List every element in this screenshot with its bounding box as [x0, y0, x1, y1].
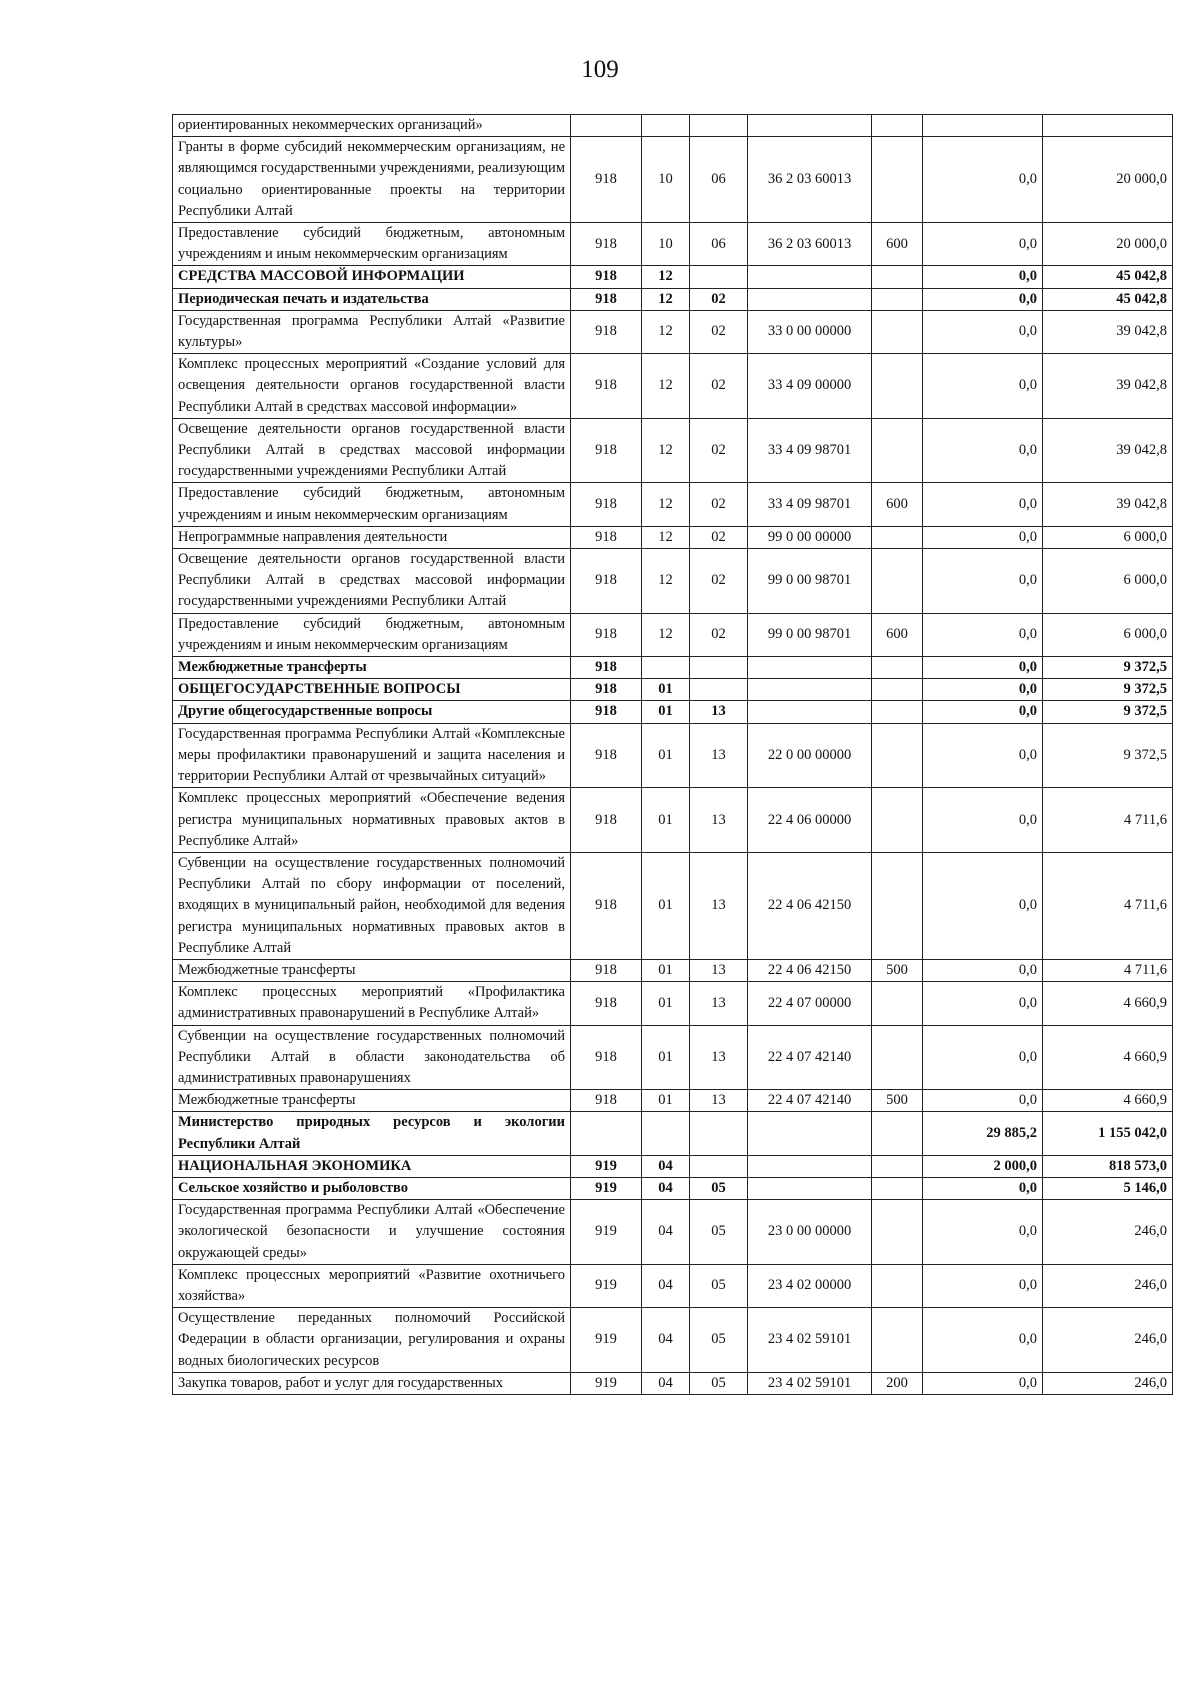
- row-section-cell: 12: [642, 266, 690, 288]
- table-row: [173, 526, 1173, 548]
- row-target-article-cell: 22 4 06 42150: [748, 959, 872, 981]
- table-row: [173, 1112, 1173, 1155]
- row-section-cell: 12: [642, 354, 690, 419]
- row-ved-cell: [571, 115, 642, 137]
- row-expense-type-cell: [872, 657, 923, 679]
- table-row: [173, 852, 1173, 959]
- row-target-article-cell: 22 4 06 00000: [748, 788, 872, 853]
- row-subsection-cell: [690, 266, 748, 288]
- row-amount-2-cell: 5 146,0: [1043, 1177, 1173, 1199]
- row-name-cell: Сельское хозяйство и рыболовство: [173, 1177, 571, 1199]
- row-ved-cell: 918: [571, 613, 642, 656]
- row-expense-type-cell: [872, 288, 923, 310]
- row-section-cell: 01: [642, 723, 690, 788]
- row-amount-1-cell: 0,0: [923, 1177, 1043, 1199]
- budget-table: [172, 114, 1173, 1395]
- row-name-cell: Межбюджетные трансферты: [173, 1090, 571, 1112]
- row-expense-type-cell: [872, 1155, 923, 1177]
- row-ved-cell: 918: [571, 483, 642, 526]
- row-subsection-cell: 06: [690, 223, 748, 266]
- row-amount-1-cell: 0,0: [923, 483, 1043, 526]
- row-target-article-cell: 33 0 00 00000: [748, 310, 872, 353]
- row-amount-1-cell: 0,0: [923, 137, 1043, 223]
- row-target-article-cell: 22 4 07 42140: [748, 1090, 872, 1112]
- row-amount-1-cell: 0,0: [923, 959, 1043, 981]
- row-subsection-cell: 02: [690, 483, 748, 526]
- row-section-cell: 01: [642, 959, 690, 981]
- row-section-cell: [642, 1112, 690, 1155]
- row-target-article-cell: [748, 657, 872, 679]
- row-section-cell: 10: [642, 137, 690, 223]
- table-row: [173, 310, 1173, 353]
- row-target-article-cell: 36 2 03 60013: [748, 137, 872, 223]
- row-ved-cell: 918: [571, 679, 642, 701]
- row-target-article-cell: 23 4 02 59101: [748, 1308, 872, 1373]
- row-ved-cell: 919: [571, 1308, 642, 1373]
- row-subsection-cell: 02: [690, 549, 748, 614]
- row-name-cell: Осуществление переданных полномочий Российской Федерации в области организации, регулирования и охраны водных биологических ресурсов: [173, 1308, 571, 1373]
- row-ved-cell: 918: [571, 137, 642, 223]
- row-amount-2-cell: 6 000,0: [1043, 613, 1173, 656]
- row-section-cell: 12: [642, 613, 690, 656]
- row-target-article-cell: [748, 1112, 872, 1155]
- row-subsection-cell: 02: [690, 418, 748, 483]
- table-row: [173, 1090, 1173, 1112]
- row-name-cell: Закупка товаров, работ и услуг для государственных: [173, 1372, 571, 1394]
- row-ved-cell: 918: [571, 852, 642, 959]
- row-ved-cell: 918: [571, 288, 642, 310]
- row-ved-cell: 918: [571, 549, 642, 614]
- row-ved-cell: 918: [571, 723, 642, 788]
- row-expense-type-cell: [872, 723, 923, 788]
- row-amount-1-cell: 29 885,2: [923, 1112, 1043, 1155]
- row-subsection-cell: 02: [690, 613, 748, 656]
- row-subsection-cell: 13: [690, 852, 748, 959]
- table-row: [173, 1264, 1173, 1307]
- row-section-cell: 01: [642, 701, 690, 723]
- table-row: [173, 483, 1173, 526]
- row-target-article-cell: 23 4 02 00000: [748, 1264, 872, 1307]
- table-row: [173, 959, 1173, 981]
- row-target-article-cell: 36 2 03 60013: [748, 223, 872, 266]
- row-amount-2-cell: 6 000,0: [1043, 526, 1173, 548]
- row-ved-cell: 919: [571, 1155, 642, 1177]
- row-section-cell: 12: [642, 549, 690, 614]
- row-ved-cell: 918: [571, 788, 642, 853]
- row-expense-type-cell: [872, 310, 923, 353]
- row-amount-2-cell: 246,0: [1043, 1308, 1173, 1373]
- table-row: [173, 613, 1173, 656]
- row-name-cell: Предоставление субсидий бюджетным, автономным учреждениям и иным некоммерческим организациям: [173, 223, 571, 266]
- row-expense-type-cell: [872, 1308, 923, 1373]
- row-subsection-cell: [690, 1112, 748, 1155]
- row-amount-1-cell: 0,0: [923, 288, 1043, 310]
- row-amount-1-cell: 0,0: [923, 223, 1043, 266]
- row-amount-1-cell: 0,0: [923, 788, 1043, 853]
- row-expense-type-cell: [872, 1200, 923, 1265]
- row-ved-cell: 918: [571, 959, 642, 981]
- row-expense-type-cell: 500: [872, 959, 923, 981]
- row-amount-2-cell: 9 372,5: [1043, 701, 1173, 723]
- row-name-cell: Субвенции на осуществление государственных полномочий Республики Алтай в области законодательства об административных правонарушениях: [173, 1025, 571, 1090]
- row-ved-cell: 919: [571, 1264, 642, 1307]
- row-amount-2-cell: 4 660,9: [1043, 1025, 1173, 1090]
- row-subsection-cell: 13: [690, 982, 748, 1025]
- row-amount-2-cell: 6 000,0: [1043, 549, 1173, 614]
- row-target-article-cell: [748, 1155, 872, 1177]
- row-amount-1-cell: 0,0: [923, 418, 1043, 483]
- row-name-cell: Государственная программа Республики Алтай «Комплексные меры профилактики правонарушений и защита населения и территории Республики Алтай от чрезвычайных ситуаций»: [173, 723, 571, 788]
- row-target-article-cell: 22 4 06 42150: [748, 852, 872, 959]
- row-expense-type-cell: [872, 1264, 923, 1307]
- table-row: [173, 1200, 1173, 1265]
- row-expense-type-cell: 200: [872, 1372, 923, 1394]
- table-row: [173, 657, 1173, 679]
- row-subsection-cell: 05: [690, 1372, 748, 1394]
- row-name-cell: Предоставление субсидий бюджетным, автономным учреждениям и иным некоммерческим организациям: [173, 483, 571, 526]
- table-row: [173, 1025, 1173, 1090]
- row-section-cell: 12: [642, 418, 690, 483]
- row-section-cell: 01: [642, 852, 690, 959]
- table-row: [173, 1372, 1173, 1394]
- row-name-cell: ОБЩЕГОСУДАРСТВЕННЫЕ ВОПРОСЫ: [173, 679, 571, 701]
- row-target-article-cell: 22 4 07 42140: [748, 1025, 872, 1090]
- row-amount-1-cell: 0,0: [923, 982, 1043, 1025]
- row-amount-1-cell: 0,0: [923, 310, 1043, 353]
- row-expense-type-cell: [872, 137, 923, 223]
- row-subsection-cell: 05: [690, 1177, 748, 1199]
- row-target-article-cell: 99 0 00 98701: [748, 613, 872, 656]
- row-amount-2-cell: 4 660,9: [1043, 1090, 1173, 1112]
- row-ved-cell: 918: [571, 982, 642, 1025]
- row-ved-cell: 919: [571, 1177, 642, 1199]
- row-amount-1-cell: 0,0: [923, 852, 1043, 959]
- budget-table-body: [173, 115, 1173, 1395]
- row-amount-1-cell: 0,0: [923, 1308, 1043, 1373]
- row-name-cell: Комплекс процессных мероприятий «Профилактика административных правонарушений в Республике Алтай»: [173, 982, 571, 1025]
- row-section-cell: 04: [642, 1308, 690, 1373]
- row-amount-2-cell: [1043, 115, 1173, 137]
- table-row: [173, 1308, 1173, 1373]
- row-name-cell: Гранты в форме субсидий некоммерческим организациям, не являющимся государственными учреждениями, реализующим социально ориентированные проекты на территории Республики Алтай: [173, 137, 571, 223]
- row-amount-1-cell: 0,0: [923, 1025, 1043, 1090]
- row-amount-1-cell: 0,0: [923, 266, 1043, 288]
- row-expense-type-cell: 600: [872, 223, 923, 266]
- row-ved-cell: 918: [571, 657, 642, 679]
- table-row: [173, 288, 1173, 310]
- row-target-article-cell: [748, 679, 872, 701]
- row-amount-2-cell: 39 042,8: [1043, 354, 1173, 419]
- row-section-cell: 01: [642, 1090, 690, 1112]
- row-amount-2-cell: 246,0: [1043, 1372, 1173, 1394]
- row-amount-2-cell: 39 042,8: [1043, 310, 1173, 353]
- row-target-article-cell: [748, 1177, 872, 1199]
- row-expense-type-cell: [872, 852, 923, 959]
- row-name-cell: НАЦИОНАЛЬНАЯ ЭКОНОМИКА: [173, 1155, 571, 1177]
- row-subsection-cell: 13: [690, 1090, 748, 1112]
- row-section-cell: 04: [642, 1155, 690, 1177]
- row-name-cell: Комплекс процессных мероприятий «Обеспечение ведения регистра муниципальных нормативных правовых актов в Республике Алтай»: [173, 788, 571, 853]
- row-name-cell: Министерство природных ресурсов и экологии Республики Алтай: [173, 1112, 571, 1155]
- table-row: [173, 549, 1173, 614]
- row-name-cell: Периодическая печать и издательства: [173, 288, 571, 310]
- row-section-cell: 04: [642, 1177, 690, 1199]
- row-expense-type-cell: [872, 526, 923, 548]
- row-amount-2-cell: 818 573,0: [1043, 1155, 1173, 1177]
- row-target-article-cell: 33 4 09 98701: [748, 483, 872, 526]
- row-expense-type-cell: 500: [872, 1090, 923, 1112]
- row-amount-1-cell: [923, 115, 1043, 137]
- row-expense-type-cell: [872, 115, 923, 137]
- row-target-article-cell: 23 0 00 00000: [748, 1200, 872, 1265]
- table-row: [173, 701, 1173, 723]
- row-section-cell: 01: [642, 982, 690, 1025]
- row-amount-1-cell: 0,0: [923, 549, 1043, 614]
- row-subsection-cell: [690, 1155, 748, 1177]
- row-ved-cell: 918: [571, 354, 642, 419]
- row-subsection-cell: 13: [690, 701, 748, 723]
- row-amount-2-cell: 39 042,8: [1043, 418, 1173, 483]
- row-subsection-cell: 02: [690, 354, 748, 419]
- table-row: [173, 266, 1173, 288]
- row-subsection-cell: 05: [690, 1264, 748, 1307]
- row-expense-type-cell: [872, 679, 923, 701]
- row-amount-1-cell: 0,0: [923, 657, 1043, 679]
- table-row: [173, 1177, 1173, 1199]
- row-target-article-cell: 33 4 09 98701: [748, 418, 872, 483]
- row-expense-type-cell: [872, 788, 923, 853]
- row-amount-1-cell: 2 000,0: [923, 1155, 1043, 1177]
- row-ved-cell: [571, 1112, 642, 1155]
- table-row: [173, 137, 1173, 223]
- table-row: [173, 1155, 1173, 1177]
- table-row: [173, 115, 1173, 137]
- row-target-article-cell: 22 4 07 00000: [748, 982, 872, 1025]
- row-amount-1-cell: 0,0: [923, 1090, 1043, 1112]
- row-section-cell: 12: [642, 483, 690, 526]
- table-row: [173, 679, 1173, 701]
- row-section-cell: [642, 115, 690, 137]
- row-amount-2-cell: 4 711,6: [1043, 852, 1173, 959]
- row-section-cell: 12: [642, 526, 690, 548]
- row-name-cell: Предоставление субсидий бюджетным, автономным учреждениям и иным некоммерческим организациям: [173, 613, 571, 656]
- row-name-cell: Комплекс процессных мероприятий «Развитие охотничьего хозяйства»: [173, 1264, 571, 1307]
- row-section-cell: 04: [642, 1372, 690, 1394]
- row-section-cell: 12: [642, 288, 690, 310]
- table-row: [173, 418, 1173, 483]
- row-amount-1-cell: 0,0: [923, 679, 1043, 701]
- row-amount-1-cell: 0,0: [923, 354, 1043, 419]
- row-name-cell: Субвенции на осуществление государственных полномочий Республики Алтай по сбору информации от поселений, входящих в муниципальный район, необходимой для ведения регистра муниципальных нормативных правовых актов в Республике Алтай: [173, 852, 571, 959]
- row-target-article-cell: 33 4 09 00000: [748, 354, 872, 419]
- row-section-cell: 04: [642, 1264, 690, 1307]
- row-amount-1-cell: 0,0: [923, 613, 1043, 656]
- row-expense-type-cell: 600: [872, 483, 923, 526]
- row-expense-type-cell: [872, 549, 923, 614]
- table-row: [173, 223, 1173, 266]
- row-section-cell: 01: [642, 788, 690, 853]
- row-ved-cell: 918: [571, 701, 642, 723]
- row-amount-1-cell: 0,0: [923, 526, 1043, 548]
- row-subsection-cell: 13: [690, 788, 748, 853]
- row-amount-1-cell: 0,0: [923, 723, 1043, 788]
- row-expense-type-cell: [872, 1025, 923, 1090]
- row-amount-2-cell: 246,0: [1043, 1200, 1173, 1265]
- row-target-article-cell: [748, 701, 872, 723]
- row-subsection-cell: [690, 679, 748, 701]
- row-amount-2-cell: 4 660,9: [1043, 982, 1173, 1025]
- row-ved-cell: 918: [571, 418, 642, 483]
- row-subsection-cell: 13: [690, 959, 748, 981]
- row-subsection-cell: 02: [690, 310, 748, 353]
- row-expense-type-cell: [872, 1112, 923, 1155]
- row-subsection-cell: [690, 657, 748, 679]
- row-section-cell: 01: [642, 679, 690, 701]
- row-expense-type-cell: 600: [872, 613, 923, 656]
- row-subsection-cell: 06: [690, 137, 748, 223]
- row-subsection-cell: 05: [690, 1200, 748, 1265]
- row-ved-cell: 918: [571, 223, 642, 266]
- row-subsection-cell: [690, 115, 748, 137]
- row-section-cell: 01: [642, 1025, 690, 1090]
- row-amount-2-cell: 20 000,0: [1043, 223, 1173, 266]
- row-name-cell: Непрограммные направления деятельности: [173, 526, 571, 548]
- row-target-article-cell: 22 0 00 00000: [748, 723, 872, 788]
- row-name-cell: СРЕДСТВА МАССОВОЙ ИНФОРМАЦИИ: [173, 266, 571, 288]
- row-section-cell: 10: [642, 223, 690, 266]
- row-name-cell: ориентированных некоммерческих организаций»: [173, 115, 571, 137]
- row-target-article-cell: [748, 266, 872, 288]
- row-amount-1-cell: 0,0: [923, 1264, 1043, 1307]
- row-amount-2-cell: 9 372,5: [1043, 657, 1173, 679]
- row-subsection-cell: 02: [690, 526, 748, 548]
- row-expense-type-cell: [872, 1177, 923, 1199]
- row-target-article-cell: 99 0 00 00000: [748, 526, 872, 548]
- row-amount-2-cell: 4 711,6: [1043, 959, 1173, 981]
- row-expense-type-cell: [872, 354, 923, 419]
- row-name-cell: Освещение деятельности органов государственной власти Республики Алтай в средствах массовой информации государственными учреждениями Республики Алтай: [173, 549, 571, 614]
- row-ved-cell: 918: [571, 310, 642, 353]
- row-section-cell: [642, 657, 690, 679]
- row-target-article-cell: [748, 115, 872, 137]
- table-row: [173, 788, 1173, 853]
- row-name-cell: Комплекс процессных мероприятий «Создание условий для освещения деятельности органов государственной власти Республики Алтай в средствах массовой информации»: [173, 354, 571, 419]
- row-ved-cell: 919: [571, 1372, 642, 1394]
- row-section-cell: 04: [642, 1200, 690, 1265]
- row-name-cell: Государственная программа Республики Алтай «Развитие культуры»: [173, 310, 571, 353]
- row-ved-cell: 918: [571, 1025, 642, 1090]
- row-amount-2-cell: 39 042,8: [1043, 483, 1173, 526]
- row-name-cell: Межбюджетные трансферты: [173, 657, 571, 679]
- row-amount-2-cell: 45 042,8: [1043, 266, 1173, 288]
- row-amount-1-cell: 0,0: [923, 1200, 1043, 1265]
- row-target-article-cell: 99 0 00 98701: [748, 549, 872, 614]
- row-expense-type-cell: [872, 266, 923, 288]
- row-target-article-cell: 23 4 02 59101: [748, 1372, 872, 1394]
- row-amount-1-cell: 0,0: [923, 1372, 1043, 1394]
- row-amount-2-cell: 9 372,5: [1043, 679, 1173, 701]
- row-expense-type-cell: [872, 418, 923, 483]
- row-amount-2-cell: 246,0: [1043, 1264, 1173, 1307]
- row-amount-2-cell: 20 000,0: [1043, 137, 1173, 223]
- row-ved-cell: 918: [571, 266, 642, 288]
- row-subsection-cell: 13: [690, 1025, 748, 1090]
- table-row: [173, 982, 1173, 1025]
- row-subsection-cell: 05: [690, 1308, 748, 1373]
- page-number: 109: [581, 56, 619, 83]
- row-subsection-cell: 02: [690, 288, 748, 310]
- row-amount-2-cell: 9 372,5: [1043, 723, 1173, 788]
- row-expense-type-cell: [872, 982, 923, 1025]
- row-target-article-cell: [748, 288, 872, 310]
- table-row: [173, 354, 1173, 419]
- row-ved-cell: 918: [571, 526, 642, 548]
- row-amount-2-cell: 45 042,8: [1043, 288, 1173, 310]
- row-ved-cell: 919: [571, 1200, 642, 1265]
- row-subsection-cell: 13: [690, 723, 748, 788]
- row-expense-type-cell: [872, 701, 923, 723]
- row-section-cell: 12: [642, 310, 690, 353]
- row-amount-1-cell: 0,0: [923, 701, 1043, 723]
- table-row: [173, 723, 1173, 788]
- row-amount-2-cell: 4 711,6: [1043, 788, 1173, 853]
- row-name-cell: Межбюджетные трансферты: [173, 959, 571, 981]
- row-name-cell: Освещение деятельности органов государственной власти Республики Алтай в средствах массовой информации государственными учреждениями Республики Алтай: [173, 418, 571, 483]
- row-amount-2-cell: 1 155 042,0: [1043, 1112, 1173, 1155]
- row-name-cell: Государственная программа Республики Алтай «Обеспечение экологической безопасности и улучшение состояния окружающей среды»: [173, 1200, 571, 1265]
- row-name-cell: Другие общегосударственные вопросы: [173, 701, 571, 723]
- row-ved-cell: 918: [571, 1090, 642, 1112]
